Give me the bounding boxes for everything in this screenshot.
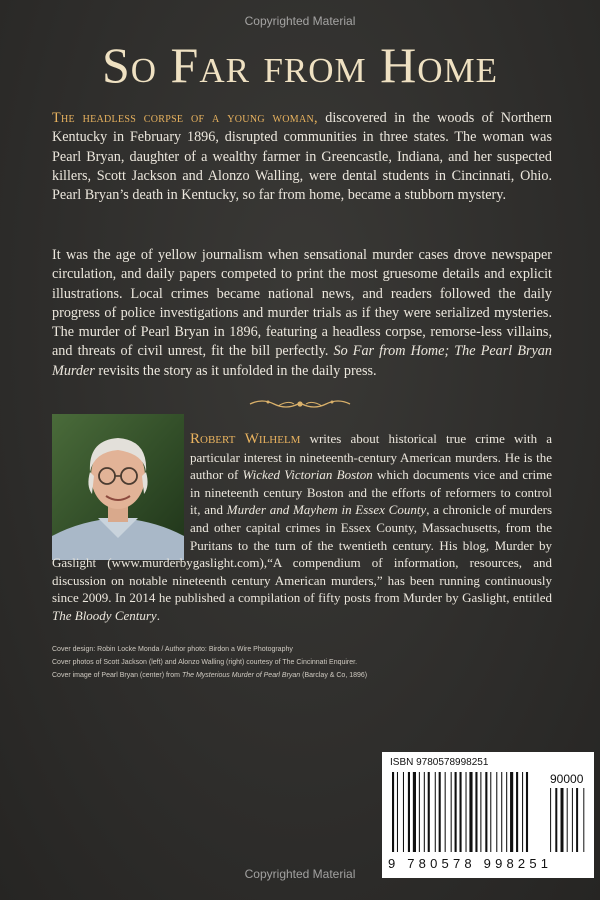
watermark-bottom: Copyrighted Material xyxy=(244,867,356,881)
credit-line-3-b: (Barclay & Co, 1896) xyxy=(300,672,368,679)
credit-line-1: Cover design: Robin Locke Monda / Author photo: Birdon a Wire Photography xyxy=(52,646,293,653)
credit-line-3-a: Cover image of Pearl Bryan (center) from xyxy=(52,672,182,679)
synopsis-paragraph-1 xyxy=(52,109,552,205)
watermark-top: Copyrighted Material xyxy=(244,14,356,28)
cover-credits xyxy=(52,643,552,682)
synopsis-text-1: discovered in the woods of Northern Kentucky in February 1896, disrupted communities in three states. The woman was Pearl Bryan, daughter of a wealthy farmer in Greencastle, Indiana, and her suspected killers, Scott Jackson and Alonzo Walling, were dental students in Cincinnati, Ohio. Pearl Bryan’s death in Kentucky, so far from home, became a stubborn mystery. xyxy=(52,110,552,204)
credit-line-3-title: The Mysterious Murder of Pearl Bryan xyxy=(181,672,301,679)
book-title-italic: So Far from Home; The Pearl Bryan Murder xyxy=(52,343,552,379)
barcode-bars-icon xyxy=(388,772,588,858)
credit-line-2: Cover photos of Scott Jackson (left) and Alonzo Walling (right) courtesy of The Cincinnati Enquirer. xyxy=(52,659,358,666)
isbn-digits: 9 780578 998251 xyxy=(388,856,553,871)
author-book-1: Wicked Victorian Boston xyxy=(242,467,373,483)
author-bio xyxy=(52,430,552,625)
author-book-2: Murder and Mayhem in Essex County xyxy=(226,502,427,518)
book-title: So Far from Home xyxy=(101,37,499,93)
author-bio-text-3: , a chronicle of murders and other capital crimes in Essex County, Massachusetts, from the Puritans to the turn of the twentieth century. His blog, Murder by Gaslight (www.murderbygaslight.com),“A compendium of information, resources, and discussion on notable nineteenth century American murders,” has been running continuously since 2009. In 2014 he published a compilation of fifty posts from Murder by Gaslight, entitled xyxy=(52,502,553,606)
author-name: Robert Wilhelm xyxy=(190,431,301,447)
synopsis-paragraph-2 xyxy=(52,246,552,381)
synopsis-text-2: It was the age of yellow journalism when sensational murder cases drove newspaper circulation, and daily papers competed to print the most gruesome details and explicit illustrations. Local crimes became national news, and readers followed the daily progress of police investigations and murder trials as if they were serialized mysteries. The murder of Pearl Bryan in 1896, featuring a headless corpse, remorse-less villains, and threats of civil unrest, fit the bill perfectly. xyxy=(52,247,552,360)
synopsis-text-2-tail: revisits the story as it unfolded in the daily press. xyxy=(94,362,377,379)
author-bio-text-2: which documents vice and crime in nineteenth century Boston and the efforts of reformers to control it, and xyxy=(190,467,552,518)
flourish-ornament-icon xyxy=(248,397,352,411)
isbn-label: ISBN 9780578998251 xyxy=(390,757,489,768)
author-book-3: The Bloody Century xyxy=(52,607,157,623)
synopsis-lead: The headless corpse of a young woman, xyxy=(52,110,318,126)
author-bio-text-1: writes about historical true crime with a particular interest in nineteenth-century American murders. He is the author of xyxy=(190,431,552,483)
author-bio-end: . xyxy=(156,607,160,623)
credit-line-3 xyxy=(52,669,552,682)
price-code: 90000 xyxy=(550,772,584,786)
isbn-barcode xyxy=(382,752,594,878)
